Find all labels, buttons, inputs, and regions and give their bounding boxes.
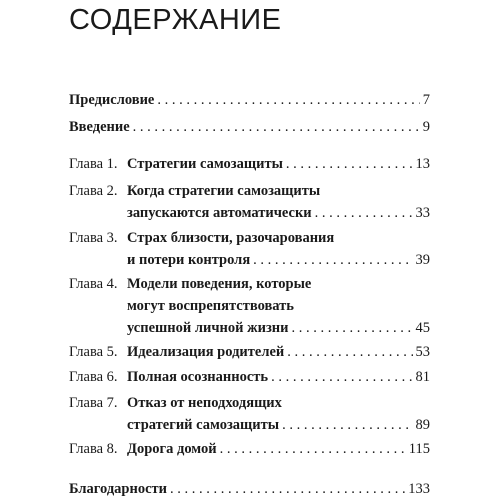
toc-page-number: 7 bbox=[422, 92, 430, 108]
toc-entry-chapter-7 bbox=[69, 392, 430, 436]
toc-entry-preface bbox=[69, 89, 430, 111]
chapter-title: Модели поведения, которые bbox=[127, 276, 312, 292]
dot-leader bbox=[271, 366, 412, 388]
toc-line bbox=[69, 438, 430, 460]
chapter-title: могут воспрепятствовать bbox=[127, 298, 294, 314]
toc-page-number: 81 bbox=[415, 369, 430, 385]
chapter-number: Глава 1. bbox=[69, 156, 118, 172]
toc-line bbox=[69, 249, 430, 271]
chapter-number: Глава 6. bbox=[69, 369, 118, 385]
toc-entry-title: Введение bbox=[69, 119, 130, 135]
toc-entry-title: Благодарности bbox=[69, 481, 168, 497]
toc-entry-chapter-4 bbox=[69, 273, 430, 339]
toc-line bbox=[69, 317, 430, 339]
chapter-title: Когда стратегии самозащиты bbox=[127, 183, 321, 199]
toc-line bbox=[69, 478, 430, 500]
toc-title: СОДЕРЖАНИЕ bbox=[69, 4, 282, 36]
dot-leader bbox=[287, 341, 412, 363]
toc-line bbox=[69, 153, 430, 175]
chapter-number: Глава 2. bbox=[69, 183, 118, 199]
toc-entry-title: Предисловие bbox=[69, 92, 155, 108]
chapter-title: Полная осознанность bbox=[127, 369, 269, 385]
chapter-number: Глава 8. bbox=[69, 441, 118, 457]
chapter-title: и потери контроля bbox=[127, 252, 251, 268]
toc-entry-chapter-1 bbox=[69, 153, 430, 175]
chapter-title: Идеализация родителей bbox=[127, 344, 285, 360]
toc-page-number: 45 bbox=[415, 320, 430, 336]
chapter-title: Стратегии самозащиты bbox=[127, 156, 283, 172]
toc-entry-chapter-5 bbox=[69, 341, 430, 363]
chapter-title: успешной личной жизни bbox=[127, 320, 289, 336]
dot-leader bbox=[292, 317, 413, 339]
toc-entry-chapter-3 bbox=[69, 227, 430, 271]
chapter-title: Дорога домой bbox=[127, 441, 217, 457]
chapter-number: Глава 3. bbox=[69, 230, 118, 246]
toc-line bbox=[69, 227, 430, 249]
toc-line bbox=[69, 295, 430, 317]
chapter-number: Глава 4. bbox=[69, 276, 118, 292]
toc-page-number: 13 bbox=[415, 156, 430, 172]
chapter-number: Глава 5. bbox=[69, 344, 118, 360]
dot-leader bbox=[315, 202, 413, 224]
toc-line bbox=[69, 89, 430, 111]
toc-line bbox=[69, 116, 430, 138]
toc-entry-acknowledgements bbox=[69, 478, 430, 500]
dot-leader bbox=[133, 116, 420, 138]
toc-entry-chapter-6 bbox=[69, 366, 430, 388]
dot-leader bbox=[157, 89, 419, 111]
chapter-number: Глава 7. bbox=[69, 395, 118, 411]
dot-leader bbox=[282, 414, 412, 436]
dot-leader bbox=[253, 249, 412, 271]
toc-page-number: 115 bbox=[408, 441, 430, 457]
toc-line bbox=[69, 366, 430, 388]
toc-line bbox=[69, 414, 430, 436]
chapter-title: запускаются автоматически bbox=[127, 205, 312, 221]
toc-line bbox=[69, 392, 430, 414]
toc-page-number: 133 bbox=[408, 481, 430, 497]
toc-entry-chapter-8 bbox=[69, 438, 430, 460]
toc-page-number: 9 bbox=[422, 119, 430, 135]
toc-entry-introduction bbox=[69, 116, 430, 138]
dot-leader bbox=[170, 478, 405, 500]
chapter-title: стратегий самозащиты bbox=[127, 417, 280, 433]
toc-line bbox=[69, 180, 430, 202]
toc-entry-chapter-2 bbox=[69, 180, 430, 224]
toc-line bbox=[69, 341, 430, 363]
dot-leader bbox=[220, 438, 406, 460]
toc-line bbox=[69, 273, 430, 295]
toc-line bbox=[69, 202, 430, 224]
chapter-title: Страх близости, разочарования bbox=[127, 230, 335, 246]
chapter-title: Отказ от неподходящих bbox=[127, 395, 282, 411]
toc-page-number: 39 bbox=[415, 252, 430, 268]
dot-leader bbox=[286, 153, 413, 175]
toc-page-number: 53 bbox=[415, 344, 430, 360]
toc-page-number: 33 bbox=[415, 205, 430, 221]
toc-page-number: 89 bbox=[415, 417, 430, 433]
